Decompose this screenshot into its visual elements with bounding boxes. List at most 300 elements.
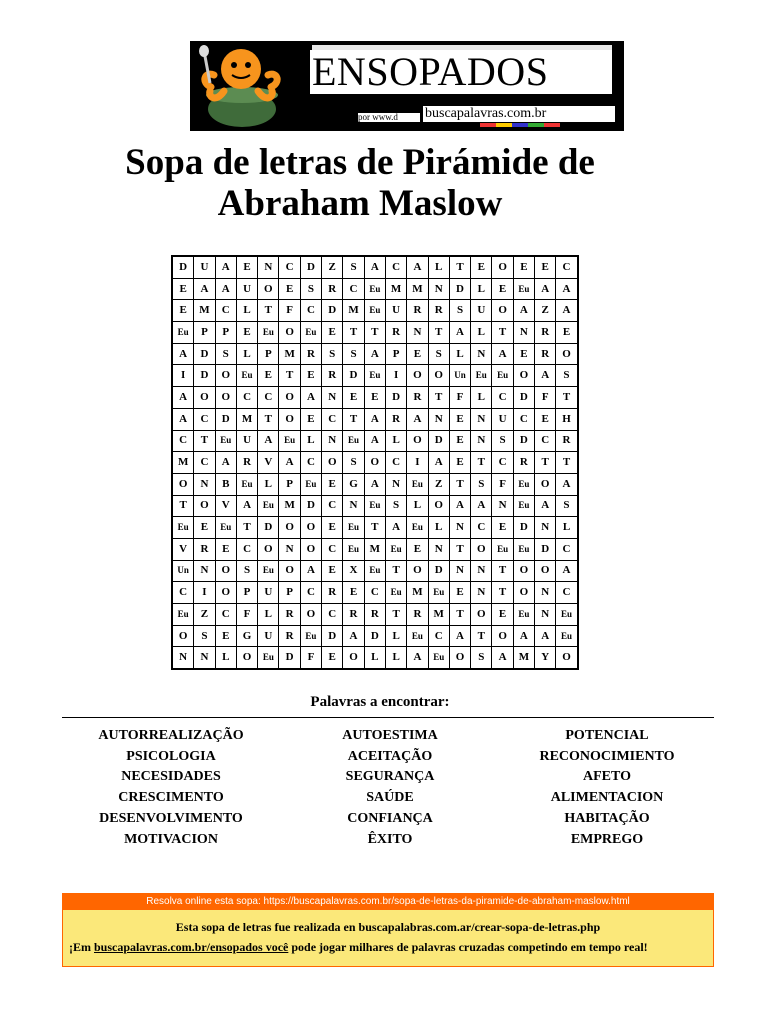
grid-cell[interactable]: E [556, 322, 578, 344]
grid-cell[interactable]: R [513, 452, 534, 474]
grid-cell[interactable]: O [535, 473, 556, 495]
grid-cell[interactable]: O [194, 495, 215, 517]
grid-cell[interactable]: A [407, 256, 428, 278]
grid-cell[interactable]: Z [322, 256, 343, 278]
grid-cell[interactable]: N [535, 517, 556, 539]
grid-cell[interactable]: A [236, 495, 257, 517]
grid-cell[interactable]: A [172, 408, 194, 430]
grid-cell[interactable]: S [194, 625, 215, 647]
grid-cell[interactable]: Eu [513, 495, 534, 517]
grid-cell[interactable]: O [300, 604, 321, 626]
grid-cell[interactable]: E [471, 256, 492, 278]
grid-cell[interactable]: M [279, 343, 300, 365]
grid-cell[interactable]: A [279, 452, 300, 474]
grid-cell[interactable]: T [236, 517, 257, 539]
grid-cell[interactable]: O [343, 647, 364, 669]
online-link-bar[interactable]: Resolva online esta sopa: https://buscapalavras.com.br/sopa-de-letras-da-piramide-de-abraham-maslow.html [62, 893, 714, 910]
grid-cell[interactable]: C [236, 538, 257, 560]
grid-cell[interactable]: T [364, 322, 385, 344]
grid-cell[interactable]: N [343, 495, 364, 517]
grid-cell[interactable]: C [343, 278, 364, 300]
grid-cell[interactable]: S [471, 473, 492, 495]
grid-cell[interactable]: N [428, 278, 449, 300]
grid-cell[interactable]: I [194, 582, 215, 604]
grid-cell[interactable]: A [364, 343, 385, 365]
grid-cell[interactable]: T [492, 322, 513, 344]
grid-cell[interactable]: C [279, 256, 300, 278]
grid-cell[interactable]: E [492, 604, 513, 626]
grid-cell[interactable]: Eu [172, 322, 194, 344]
grid-cell[interactable]: E [492, 278, 513, 300]
grid-cell[interactable]: E [258, 365, 279, 387]
grid-cell[interactable]: N [279, 538, 300, 560]
grid-cell[interactable]: Eu [513, 538, 534, 560]
grid-cell[interactable]: B [215, 473, 236, 495]
grid-cell[interactable]: U [236, 278, 257, 300]
grid-cell[interactable]: A [407, 408, 428, 430]
grid-cell[interactable]: L [471, 387, 492, 409]
grid-cell[interactable]: E [343, 582, 364, 604]
grid-cell[interactable]: L [236, 343, 257, 365]
grid-cell[interactable]: O [215, 582, 236, 604]
grid-cell[interactable]: A [300, 387, 321, 409]
grid-cell[interactable]: O [279, 322, 300, 344]
grid-cell[interactable]: C [322, 604, 343, 626]
grid-cell[interactable]: Eu [364, 365, 385, 387]
grid-cell[interactable]: O [535, 560, 556, 582]
grid-cell[interactable]: M [428, 604, 449, 626]
grid-cell[interactable]: O [407, 430, 428, 452]
grid-cell[interactable]: L [215, 647, 236, 669]
grid-cell[interactable]: D [364, 625, 385, 647]
grid-cell[interactable]: C [471, 517, 492, 539]
grid-cell[interactable]: T [428, 322, 449, 344]
grid-cell[interactable]: E [172, 300, 194, 322]
grid-cell[interactable]: D [535, 538, 556, 560]
grid-cell[interactable]: P [279, 473, 300, 495]
grid-cell[interactable]: Eu [471, 365, 492, 387]
grid-cell[interactable]: C [556, 582, 578, 604]
grid-cell[interactable]: D [449, 278, 470, 300]
grid-cell[interactable]: A [535, 278, 556, 300]
grid-cell[interactable]: R [322, 365, 343, 387]
grid-cell[interactable]: M [194, 300, 215, 322]
grid-cell[interactable]: E [492, 517, 513, 539]
grid-cell[interactable]: E [322, 647, 343, 669]
grid-cell[interactable]: R [300, 343, 321, 365]
grid-cell[interactable]: O [428, 495, 449, 517]
grid-cell[interactable]: A [194, 278, 215, 300]
grid-cell[interactable]: L [236, 300, 257, 322]
grid-cell[interactable]: E [279, 278, 300, 300]
grid-cell[interactable]: N [428, 408, 449, 430]
grid-cell[interactable]: E [449, 408, 470, 430]
grid-cell[interactable]: F [492, 473, 513, 495]
grid-cell[interactable]: A [556, 473, 578, 495]
grid-cell[interactable]: Eu [343, 517, 364, 539]
grid-cell[interactable]: T [343, 322, 364, 344]
grid-cell[interactable]: S [556, 365, 578, 387]
grid-cell[interactable]: E [449, 430, 470, 452]
grid-cell[interactable]: Eu [172, 517, 194, 539]
grid-cell[interactable]: O [279, 560, 300, 582]
grid-cell[interactable]: A [513, 625, 534, 647]
grid-cell[interactable]: Eu [407, 625, 428, 647]
grid-cell[interactable]: C [194, 408, 215, 430]
grid-cell[interactable]: M [513, 647, 534, 669]
grid-cell[interactable]: N [471, 408, 492, 430]
grid-cell[interactable]: Eu [513, 473, 534, 495]
grid-cell[interactable]: N [449, 560, 470, 582]
grid-cell[interactable]: O [279, 517, 300, 539]
grid-cell[interactable]: O [258, 278, 279, 300]
grid-cell[interactable]: A [172, 387, 194, 409]
grid-cell[interactable]: A [215, 256, 236, 278]
grid-cell[interactable]: R [236, 452, 257, 474]
grid-cell[interactable]: A [258, 430, 279, 452]
grid-cell[interactable]: R [279, 625, 300, 647]
grid-cell[interactable]: M [236, 408, 257, 430]
grid-cell[interactable]: L [471, 278, 492, 300]
grid-cell[interactable]: S [492, 430, 513, 452]
grid-cell[interactable]: O [407, 365, 428, 387]
grid-cell[interactable]: M [279, 495, 300, 517]
grid-cell[interactable]: R [194, 538, 215, 560]
grid-cell[interactable]: C [492, 387, 513, 409]
grid-cell[interactable]: H [556, 408, 578, 430]
grid-cell[interactable]: Eu [300, 625, 321, 647]
grid-cell[interactable]: T [258, 408, 279, 430]
grid-cell[interactable]: E [236, 322, 257, 344]
grid-cell[interactable]: O [449, 647, 470, 669]
grid-cell[interactable]: A [364, 256, 385, 278]
grid-cell[interactable]: O [279, 408, 300, 430]
grid-cell[interactable]: C [322, 538, 343, 560]
grid-cell[interactable]: S [343, 343, 364, 365]
grid-cell[interactable]: N [194, 473, 215, 495]
grid-cell[interactable]: N [471, 560, 492, 582]
grid-cell[interactable]: L [258, 473, 279, 495]
grid-cell[interactable]: T [556, 452, 578, 474]
grid-cell[interactable]: R [322, 278, 343, 300]
grid-cell[interactable]: O [513, 365, 534, 387]
grid-cell[interactable]: Z [535, 300, 556, 322]
grid-cell[interactable]: A [428, 452, 449, 474]
grid-cell[interactable]: T [471, 625, 492, 647]
grid-cell[interactable]: C [428, 625, 449, 647]
grid-cell[interactable]: Eu [364, 495, 385, 517]
grid-cell[interactable]: Z [428, 473, 449, 495]
grid-cell[interactable]: Eu [300, 322, 321, 344]
grid-cell[interactable]: A [364, 473, 385, 495]
grid-cell[interactable]: V [215, 495, 236, 517]
grid-cell[interactable]: R [428, 300, 449, 322]
grid-cell[interactable]: L [385, 625, 406, 647]
grid-cell[interactable]: N [471, 430, 492, 452]
grid-cell[interactable]: O [492, 625, 513, 647]
grid-cell[interactable]: C [385, 256, 406, 278]
grid-cell[interactable]: C [513, 408, 534, 430]
grid-cell[interactable]: A [556, 278, 578, 300]
grid-cell[interactable]: F [300, 647, 321, 669]
grid-cell[interactable]: Eu [258, 560, 279, 582]
grid-cell[interactable]: R [407, 387, 428, 409]
grid-cell[interactable]: F [449, 387, 470, 409]
grid-cell[interactable]: T [449, 473, 470, 495]
grid-cell[interactable]: T [428, 387, 449, 409]
grid-cell[interactable]: E [407, 343, 428, 365]
grid-cell[interactable]: E [535, 408, 556, 430]
grid-cell[interactable]: O [172, 473, 194, 495]
grid-cell[interactable]: R [279, 604, 300, 626]
grid-cell[interactable]: N [194, 647, 215, 669]
grid-cell[interactable]: S [343, 256, 364, 278]
grid-cell[interactable]: U [194, 256, 215, 278]
grid-cell[interactable]: Y [535, 647, 556, 669]
grid-cell[interactable]: R [535, 343, 556, 365]
grid-cell[interactable]: L [428, 517, 449, 539]
grid-cell[interactable]: A [449, 625, 470, 647]
grid-cell[interactable]: Eu [364, 278, 385, 300]
grid-cell[interactable]: S [449, 300, 470, 322]
grid-cell[interactable]: D [279, 647, 300, 669]
grid-cell[interactable]: E [322, 517, 343, 539]
grid-cell[interactable]: E [172, 278, 194, 300]
grid-cell[interactable]: N [471, 343, 492, 365]
grid-cell[interactable]: A [449, 495, 470, 517]
grid-cell[interactable]: R [535, 322, 556, 344]
grid-cell[interactable]: Eu [556, 625, 578, 647]
grid-cell[interactable]: E [215, 625, 236, 647]
grid-cell[interactable]: V [258, 452, 279, 474]
grid-cell[interactable]: E [513, 256, 534, 278]
grid-cell[interactable]: T [258, 300, 279, 322]
grid-cell[interactable]: O [407, 560, 428, 582]
grid-cell[interactable]: N [322, 387, 343, 409]
grid-cell[interactable]: A [215, 452, 236, 474]
grid-cell[interactable]: E [322, 322, 343, 344]
grid-cell[interactable]: O [300, 538, 321, 560]
grid-cell[interactable]: U [492, 408, 513, 430]
grid-cell[interactable]: S [471, 647, 492, 669]
grid-cell[interactable]: C [322, 408, 343, 430]
grid-cell[interactable]: E [322, 560, 343, 582]
grid-cell[interactable]: D [513, 517, 534, 539]
grid-cell[interactable]: C [385, 452, 406, 474]
grid-cell[interactable]: E [194, 517, 215, 539]
grid-cell[interactable]: N [513, 322, 534, 344]
grid-cell[interactable]: D [385, 387, 406, 409]
grid-cell[interactable]: N [172, 647, 194, 669]
grid-cell[interactable]: M [385, 278, 406, 300]
grid-cell[interactable]: I [172, 365, 194, 387]
grid-cell[interactable]: L [258, 604, 279, 626]
grid-cell[interactable]: T [492, 582, 513, 604]
grid-cell[interactable]: Eu [236, 473, 257, 495]
grid-cell[interactable]: E [300, 365, 321, 387]
grid-cell[interactable]: S [215, 343, 236, 365]
grid-cell[interactable]: R [385, 322, 406, 344]
grid-cell[interactable]: Eu [343, 430, 364, 452]
grid-cell[interactable]: S [343, 452, 364, 474]
grid-cell[interactable]: A [172, 343, 194, 365]
grid-cell[interactable]: T [385, 560, 406, 582]
grid-cell[interactable]: N [322, 430, 343, 452]
grid-cell[interactable]: E [300, 408, 321, 430]
grid-cell[interactable]: X [343, 560, 364, 582]
grid-cell[interactable]: P [236, 582, 257, 604]
grid-cell[interactable]: R [364, 604, 385, 626]
grid-cell[interactable]: A [471, 495, 492, 517]
grid-cell[interactable]: O [513, 560, 534, 582]
grid-cell[interactable]: G [236, 625, 257, 647]
grid-cell[interactable]: A [492, 343, 513, 365]
grid-cell[interactable]: R [385, 408, 406, 430]
grid-cell[interactable]: C [300, 300, 321, 322]
grid-cell[interactable]: N [258, 256, 279, 278]
grid-cell[interactable]: N [449, 517, 470, 539]
grid-cell[interactable]: C [322, 495, 343, 517]
ensopados-link[interactable]: buscapalavras.com.br/ensopados você [94, 940, 289, 954]
grid-cell[interactable]: U [258, 582, 279, 604]
grid-cell[interactable]: C [172, 430, 194, 452]
grid-cell[interactable]: Eu [407, 517, 428, 539]
grid-cell[interactable]: M [407, 278, 428, 300]
grid-cell[interactable]: Eu [215, 430, 236, 452]
grid-cell[interactable]: O [172, 625, 194, 647]
grid-cell[interactable]: U [385, 300, 406, 322]
grid-cell[interactable]: L [300, 430, 321, 452]
grid-cell[interactable]: L [364, 647, 385, 669]
grid-cell[interactable]: O [236, 647, 257, 669]
grid-cell[interactable]: E [343, 387, 364, 409]
grid-cell[interactable]: D [258, 517, 279, 539]
grid-cell[interactable]: O [215, 387, 236, 409]
grid-cell[interactable]: E [449, 452, 470, 474]
grid-cell[interactable]: L [471, 322, 492, 344]
grid-cell[interactable]: T [471, 452, 492, 474]
grid-cell[interactable]: L [449, 343, 470, 365]
grid-cell[interactable]: M [407, 582, 428, 604]
grid-cell[interactable]: D [322, 625, 343, 647]
grid-cell[interactable]: M [343, 300, 364, 322]
grid-cell[interactable]: N [492, 495, 513, 517]
grid-cell[interactable]: T [279, 365, 300, 387]
grid-cell[interactable]: M [364, 538, 385, 560]
grid-cell[interactable]: O [322, 452, 343, 474]
grid-cell[interactable]: O [215, 560, 236, 582]
grid-cell[interactable]: P [258, 343, 279, 365]
grid-cell[interactable]: Eu [492, 538, 513, 560]
grid-cell[interactable]: O [194, 387, 215, 409]
grid-cell[interactable]: N [194, 560, 215, 582]
grid-cell[interactable]: C [194, 452, 215, 474]
grid-cell[interactable]: I [407, 452, 428, 474]
grid-cell[interactable]: P [279, 582, 300, 604]
grid-cell[interactable]: V [172, 538, 194, 560]
grid-cell[interactable]: O [279, 387, 300, 409]
grid-cell[interactable]: R [343, 604, 364, 626]
grid-cell[interactable]: A [343, 625, 364, 647]
grid-cell[interactable]: O [471, 604, 492, 626]
grid-cell[interactable]: D [322, 300, 343, 322]
grid-cell[interactable]: C [492, 452, 513, 474]
grid-cell[interactable]: Eu [428, 647, 449, 669]
grid-cell[interactable]: P [385, 343, 406, 365]
grid-cell[interactable]: O [364, 452, 385, 474]
grid-cell[interactable]: E [513, 343, 534, 365]
grid-cell[interactable]: A [513, 300, 534, 322]
grid-cell[interactable]: L [385, 647, 406, 669]
grid-cell[interactable]: Eu [258, 495, 279, 517]
grid-cell[interactable]: A [492, 647, 513, 669]
grid-cell[interactable]: O [215, 365, 236, 387]
grid-cell[interactable]: D [428, 430, 449, 452]
grid-cell[interactable]: Eu [258, 647, 279, 669]
grid-cell[interactable]: T [364, 517, 385, 539]
grid-cell[interactable]: S [322, 343, 343, 365]
grid-cell[interactable]: Eu [492, 365, 513, 387]
grid-cell[interactable]: M [172, 452, 194, 474]
grid-cell[interactable]: E [535, 256, 556, 278]
grid-cell[interactable]: C [236, 387, 257, 409]
grid-cell[interactable]: E [449, 582, 470, 604]
grid-cell[interactable]: E [322, 473, 343, 495]
grid-cell[interactable]: Z [194, 604, 215, 626]
grid-cell[interactable]: O [492, 256, 513, 278]
grid-cell[interactable]: F [279, 300, 300, 322]
grid-cell[interactable]: E [407, 538, 428, 560]
grid-cell[interactable]: A [407, 647, 428, 669]
grid-cell[interactable]: S [556, 495, 578, 517]
grid-cell[interactable]: R [407, 300, 428, 322]
grid-cell[interactable]: T [385, 604, 406, 626]
grid-cell[interactable]: N [471, 582, 492, 604]
grid-cell[interactable]: Un [449, 365, 470, 387]
grid-cell[interactable]: T [343, 408, 364, 430]
grid-cell[interactable]: S [236, 560, 257, 582]
grid-cell[interactable]: A [535, 495, 556, 517]
grid-cell[interactable]: S [385, 495, 406, 517]
grid-cell[interactable]: P [194, 322, 215, 344]
grid-cell[interactable]: Eu [364, 300, 385, 322]
grid-cell[interactable]: E [236, 256, 257, 278]
grid-cell[interactable]: R [556, 430, 578, 452]
grid-cell[interactable]: I [385, 365, 406, 387]
grid-cell[interactable]: Eu [300, 473, 321, 495]
grid-cell[interactable]: U [471, 300, 492, 322]
grid-cell[interactable]: S [428, 343, 449, 365]
grid-cell[interactable]: O [300, 517, 321, 539]
grid-cell[interactable]: Eu [215, 517, 236, 539]
grid-cell[interactable]: L [428, 256, 449, 278]
grid-cell[interactable]: C [258, 387, 279, 409]
grid-cell[interactable]: A [535, 625, 556, 647]
grid-cell[interactable]: O [428, 365, 449, 387]
grid-cell[interactable]: D [300, 256, 321, 278]
grid-cell[interactable]: D [194, 343, 215, 365]
site-label[interactable]: buscapalavras.com.br [423, 106, 615, 122]
grid-cell[interactable]: T [492, 560, 513, 582]
grid-cell[interactable]: Eu [172, 604, 194, 626]
grid-cell[interactable]: C [364, 582, 385, 604]
grid-cell[interactable]: N [535, 582, 556, 604]
grid-cell[interactable]: E [364, 387, 385, 409]
grid-cell[interactable]: O [492, 300, 513, 322]
grid-cell[interactable]: Eu [364, 560, 385, 582]
grid-cell[interactable]: L [556, 517, 578, 539]
grid-cell[interactable]: T [172, 495, 194, 517]
